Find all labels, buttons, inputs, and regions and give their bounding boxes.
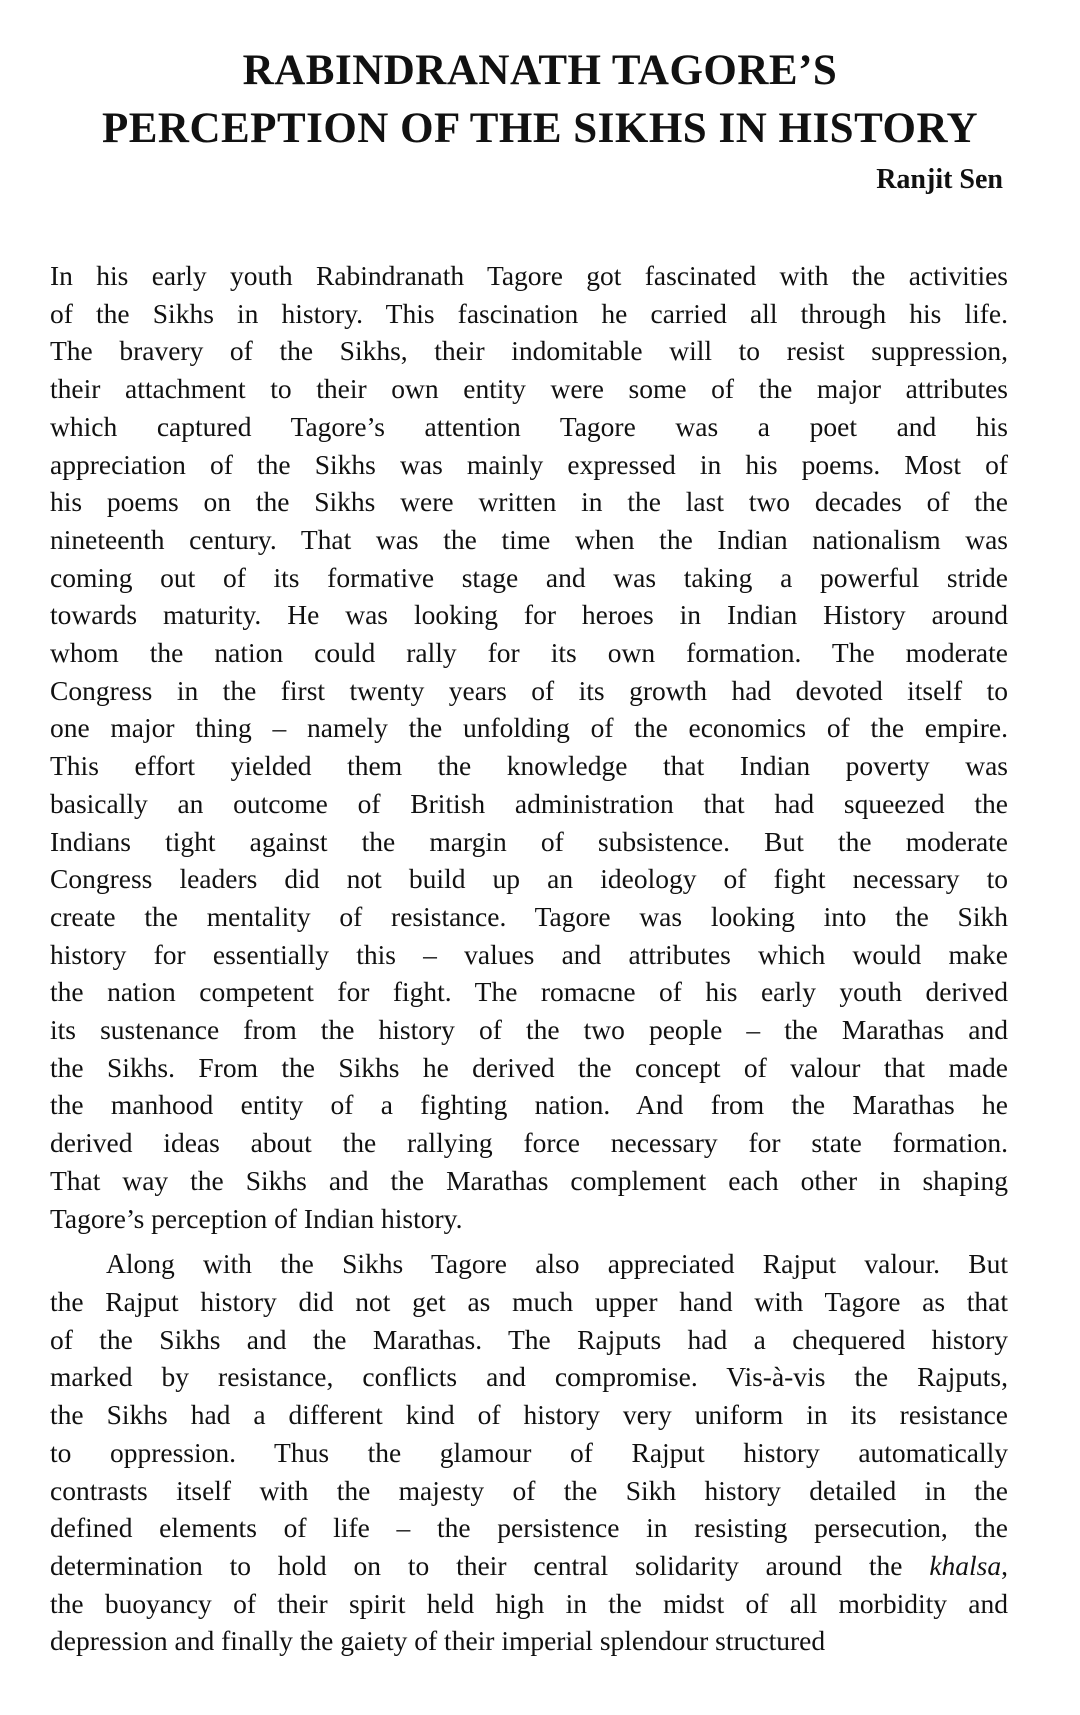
text-line: Indians tight against the margin of subsistence. But the moderate bbox=[50, 825, 1008, 857]
text-line: marked by resistance, conflicts and compromise. Vis-à-vis the Rajputs, bbox=[50, 1361, 1008, 1393]
italic-term: khalsa bbox=[929, 1549, 1002, 1581]
title-line-2: PERCEPTION OF THE SIKHS IN HISTORY bbox=[101, 105, 979, 152]
text-line: Along with the Sikhs Tagore also appreciated Rajput valour. But bbox=[106, 1248, 1008, 1280]
text-line: nineteenth century. That was the time when the Indian nationalism was bbox=[50, 523, 1008, 555]
paragraph-2 bbox=[50, 1245, 1008, 1660]
text-line: the manhood entity of a fighting nation. And from the Marathas he bbox=[50, 1089, 1008, 1121]
text-line: the Sikhs. From the Sikhs he derived the concept of valour that made bbox=[50, 1051, 1008, 1083]
text-line: That way the Sikhs and the Marathas complement each other in shaping bbox=[50, 1164, 1008, 1196]
text-line: the Rajput history did not get as much upper hand with Tagore as that bbox=[50, 1285, 1008, 1317]
text-line: of the Sikhs and the Marathas. The Rajputs had a chequered history bbox=[50, 1323, 1008, 1355]
text-line: to oppression. Thus the glamour of Rajput history automatically bbox=[50, 1436, 1008, 1468]
text-line: the Sikhs had a different kind of history very uniform in its resistance bbox=[50, 1399, 1008, 1431]
text-line: the buoyancy of their spirit held high in the midst of all morbidity and bbox=[50, 1587, 1008, 1619]
title-line-1: RABINDRANATH TAGORE’S bbox=[242, 47, 838, 94]
text-line: their attachment to their own entity were some of the major attributes bbox=[50, 373, 1008, 405]
text-line: history for essentially this – values and attributes which would make bbox=[50, 938, 1008, 970]
text-line: of the Sikhs in history. This fascination he carried all through his life. bbox=[50, 297, 1008, 329]
text-fragment: determination to hold on to their central solidarity around the bbox=[50, 1549, 930, 1581]
text-line: the nation competent for fight. The romacne of his early youth derived bbox=[50, 976, 1008, 1008]
text-line: In his early youth Rabindranath Tagore got fascinated with the activities bbox=[50, 260, 1008, 291]
text-line: The bravery of the Sikhs, their indomitable will to resist suppression, bbox=[50, 335, 1008, 367]
text-line: one major thing – namely the unfolding of the economics of the empire. bbox=[50, 712, 1008, 744]
text-line: whom the nation could rally for its own formation. The moderate bbox=[50, 637, 1008, 669]
text-line: his poems on the Sikhs were written in the last two decades of the bbox=[50, 486, 1008, 518]
text-line: Tagore’s perception of Indian history. bbox=[50, 1202, 463, 1234]
article-body bbox=[50, 257, 1008, 1660]
text-line: derived ideas about the rallying force necessary for state formation. bbox=[50, 1127, 1008, 1159]
text-line: Congress in the first twenty years of its growth had devoted itself to bbox=[50, 674, 1008, 706]
text-line: This effort yielded them the knowledge that Indian poverty was bbox=[50, 750, 1008, 782]
text-line: depression and finally the gaiety of their imperial splendour structured bbox=[50, 1625, 826, 1657]
text-line: towards maturity. He was looking for heroes in Indian History around bbox=[50, 599, 1008, 631]
text-fragment: , bbox=[1001, 1549, 1008, 1581]
text-line: Congress leaders did not build up an ideology of fight necessary to bbox=[50, 863, 1008, 895]
text-line: its sustenance from the history of the two people – the Marathas and bbox=[50, 1014, 1008, 1046]
paragraph-1 bbox=[50, 257, 1008, 1237]
text-line: which captured Tagore’s attention Tagore was a poet and his bbox=[50, 410, 1008, 442]
text-line bbox=[50, 1547, 1008, 1585]
author-name: Ranjit Sen bbox=[876, 164, 1003, 195]
article-title bbox=[40, 42, 1040, 158]
text-line: contrasts itself with the majesty of the Sikh history detailed in the bbox=[50, 1474, 1008, 1506]
text-line: appreciation of the Sikhs was mainly expressed in his poems. Most of bbox=[50, 448, 1008, 480]
text-line: basically an outcome of British administration that had squeezed the bbox=[50, 787, 1008, 819]
text-line: defined elements of life – the persistence in resisting persecution, the bbox=[50, 1512, 1008, 1544]
text-line: coming out of its formative stage and was taking a powerful stride bbox=[50, 561, 1008, 593]
text-line: create the mentality of resistance. Tagore was looking into the Sikh bbox=[50, 900, 1008, 932]
